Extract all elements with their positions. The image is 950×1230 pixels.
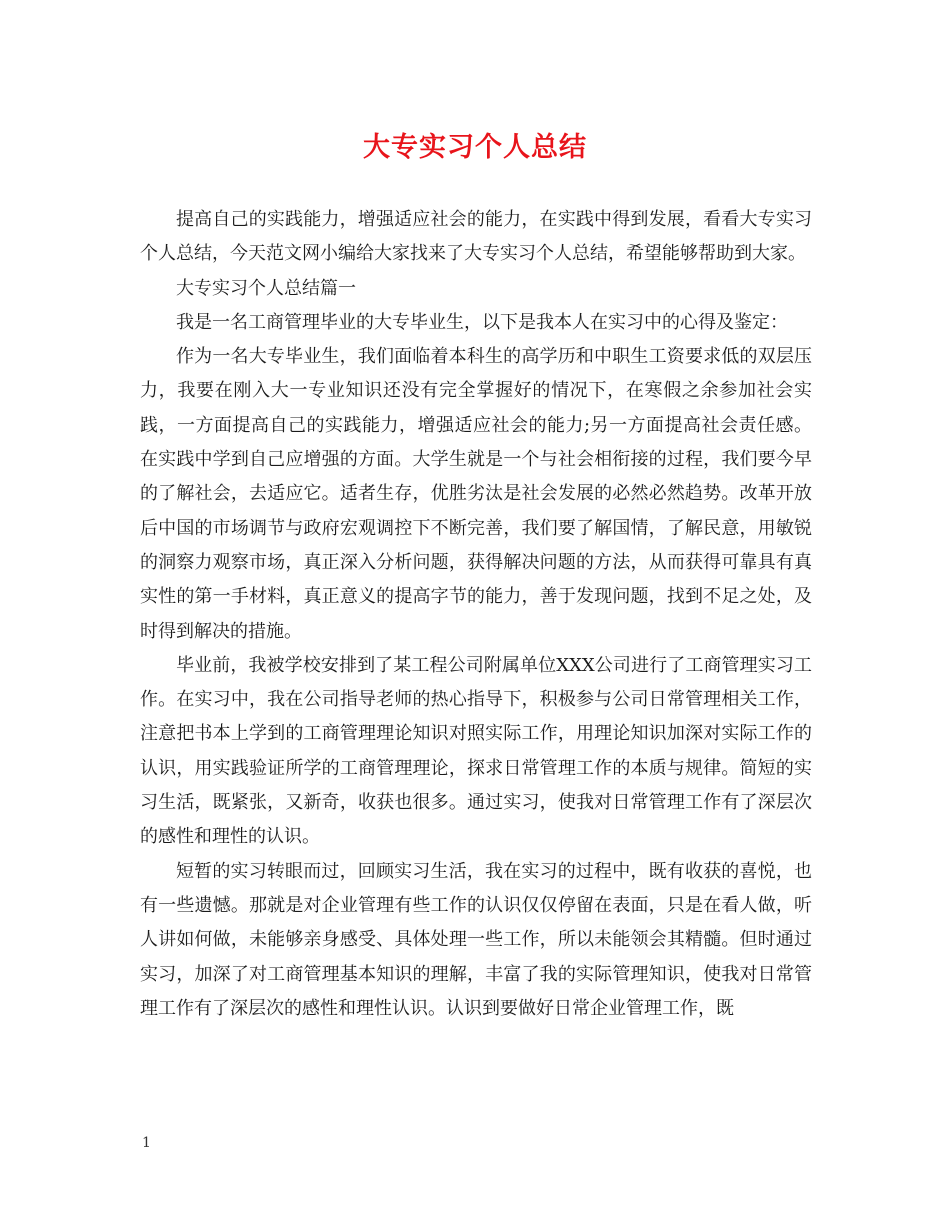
- document-body: [140, 203, 812, 1026]
- paragraph-internship: 毕业前，我被学校安排到了某工程公司附属单位XXX公司进行了工商管理实习工作。在实习中，我在公司指导老师的热心指导下，积极参与公司日常管理相关工作，注意把书本上学到的工商管理理论知识对照实际工作，用理论知识加深对实际工作的认识，用实践验证所学的工商管理理论，探求日常管理工作的本质与规律。简短的实习生活，既紧张，又新奇，收获也很多。通过实习，使我对日常管理工作有了深层次的感性和理性的认识。: [140, 654, 812, 848]
- paragraph-self-intro: 我是一名工商管理毕业的大专毕业生，以下是我本人在实习中的心得及鉴定：: [176, 311, 788, 333]
- section-heading: 大专实习个人总结篇一: [176, 277, 356, 299]
- paragraph-pressure: 作为一名大专毕业生，我们面临着本科生的高学历和中职生工资要求低的双层压力，我要在刚入大一专业知识还没有完全掌握好的情况下，在寒假之余参加社会实践，一方面提高自己的实践能力，增强适应社会的能力;另一方面提高社会责任感。在实践中学到自己应增强的方面。大学生就是一个与社会相衔接的过程，我们要今早的了解社会，去适应它。适者生存，优胜劣汰是社会发展的必然必然趋势。改革开放后中国的市场调节与政府宏观调控下不断完善，我们要了解国情，了解民意，用敏锐的洞察力观察市场，真正深入分析问题，获得解决问题的方法，从而获得可靠具有真实性的第一手材料，真正意义的提高字节的能力，善于发现问题，找到不足之处，及时得到解决的措施。: [140, 346, 812, 642]
- document-title: 大专实习个人总结: [363, 132, 587, 163]
- paragraph-intro: 提高自己的实践能力，增强适应社会的能力，在实践中得到发展，看看大专实习个人总结，今天范文网小编给大家找来了大专实习个人总结，希望能够帮助到大家。: [140, 209, 812, 265]
- page-number: 1: [142, 1135, 151, 1151]
- paragraph-review: 短暂的实习转眼而过，回顾实习生活，我在实习的过程中，既有收获的喜悦，也有一些遗憾。那就是对企业管理有些工作的认识仅仅停留在表面，只是在看人做，听人讲如何做，未能够亲身感受、具体处理一些工作，所以未能领会其精髓。但时通过实习，加深了对工商管理基本知识的理解，丰富了我的实际管理知识，使我对日常管理工作有了深层次的感性和理性认识。认识到要做好日常企业管理工作，既: [140, 860, 812, 1019]
